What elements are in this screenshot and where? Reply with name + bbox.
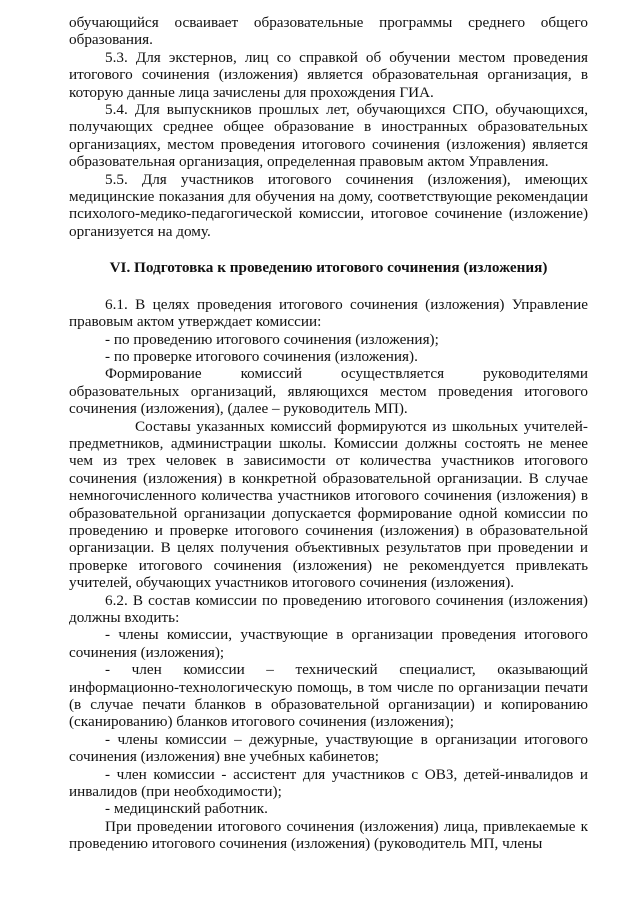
paragraph-commission-composition: Составы указанных комиссий формируются из школьных учителей-предметников, администрации школы. Комиссии должны состоять не менее чем из трех человек в зависимости от количества участников итогового сочинения (изложения) в конкретной образовательной организации. В случае немногочисленного количества участников итогового сочинения (изложения) в образовательной организации допускается формирование одной комиссии по проведению и проверке итогового сочинения (изложения) в образовательной организации. В целях получения объективных результатов при проведении и проверке итогового сочинения (изложения) не рекомендуется привлекать учителей, обучающих участников итогового сочинения (изложения).	[69, 417, 588, 592]
paragraph-5-5: 5.5. Для участников итогового сочинения (изложения), имеющих медицинские показания для обучения на дому, соответствующие рекомендации психолого-медико-педагогической комиссии, итоговое сочинение (изложение) организуется на дому.	[69, 170, 588, 240]
list-item-medical-worker: - медицинский работник.	[105, 800, 268, 818]
list-item-assistant: - член комиссии - ассистент для участников с ОВЗ, детей-инвалидов и инвалидов (при необходимости);	[69, 765, 588, 801]
paragraph-commission-formation: Формирование комиссий осуществляется руководителями образовательных организаций, являющихся местом проведения итогового сочинения (изложения), (далее – руководитель МП).	[69, 365, 588, 418]
list-item-technical-specialist: - член комиссии – технический специалист, оказывающий информационно-технологическую помощь, в том числе по организации печати (в случае печати бланков в образовательной организации) и копированию (сканированию) бланков итогового сочинения (изложения);	[69, 661, 588, 731]
paragraph-conducting-persons: При проведении итогового сочинения (изложения) лица, привлекаемые к проведению итогового сочинения (изложения) (руководитель МП, члены	[69, 817, 588, 853]
list-item-organizing-members: - члены комиссии, участвующие в организации проведения итогового сочинения (изложения);	[69, 626, 588, 661]
paragraph-6-1: 6.1. В целях проведения итогового сочинения (изложения) Управление правовым актом утверждает комиссии:	[69, 295, 588, 331]
list-item-duty-members: - члены комиссии – дежурные, участвующие в организации итогового сочинения (изложения) вне учебных кабинетов;	[69, 730, 588, 766]
list-item-conducting-commission: - по проведению итогового сочинения (изложения);	[105, 330, 439, 348]
paragraph-6-2: 6.2. В состав комиссии по проведению итогового сочинения (изложения) должны входить:	[69, 591, 588, 626]
section-heading-vi: VI. Подготовка к проведению итогового сочинения (изложения)	[109, 259, 548, 277]
paragraph-5-4: 5.4. Для выпускников прошлых лет, обучающихся СПО, обучающихся, получающих среднее общее образование в иностранных образовательных организациях, местом проведения итогового сочинения (изложения) является образовательная организация, определенная правовым актом Управления.	[69, 101, 588, 171]
list-item-checking-commission: - по проверке итогового сочинения (изложения).	[105, 347, 418, 365]
paragraph-continuation: обучающийся осваивает образовательные программы среднего общего образования.	[69, 14, 588, 49]
paragraph-5-3: 5.3. Для экстернов, лиц со справкой об обучении местом проведения итогового сочинения (изложения) является образовательная организация, в которую данные лица зачислены для прохождения ГИА.	[69, 48, 588, 101]
